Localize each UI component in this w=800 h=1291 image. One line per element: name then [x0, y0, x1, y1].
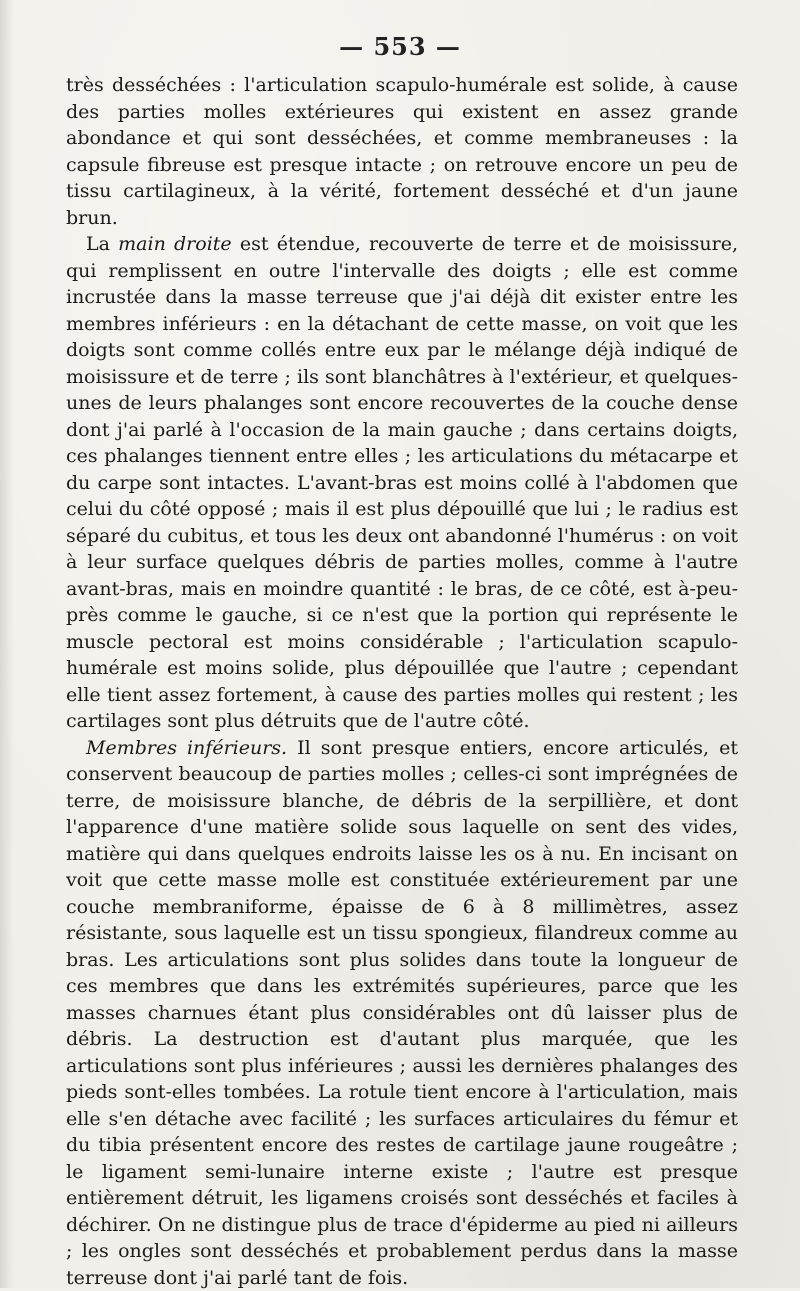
page-text-body	[66, 72, 738, 1291]
paragraph-continuation	[66, 72, 738, 231]
paragraph-3-text: Il sont presque entiers, encore articulés, et conservent beaucoup de parties molles ; celles-ci sont imprégnées de terre, de moisissure blanche, de débris de la serpillière, et dont l'apparence d'une matière solide sous laquelle on sent des vides, matière qui dans quelques endroits laisse les os à nu. En incisant on voit que cette masse molle est constituée extérieurement par une couche membraniforme, épaisse de 6 à 8 millimètres, assez résistante, sous laquelle est un tissu spongieux, filandreux comme au bras. Les articulations sont plus solides dans toute la longueur de ces membres que dans les extrémités supérieures, parce que les masses charnues étant plus considérables ont dû laisser plus de débris. La destruction est d'autant plus marquée, que les articulations sont plus inférieures ; aussi les dernières phalanges des pieds sont-elles tombées. La rotule tient encore à l'articulation, mais elle s'en détache avec facilité ; les surfaces articulaires du fémur et du tibia présentent encore des restes de cartilage jaune rougeâtre ; le ligament semi-lunaire interne existe ; l'autre est presque entièrement détruit, les ligamens croisés sont desséchés et faciles à déchirer. On ne distingue plus de trace d'épiderme au pied ni ailleurs ; les ongles sont desséchés et probablement perdus dans la masse terreuse dont j'ai parlé tant de fois.	[66, 737, 738, 1289]
page-number: — 553 —	[0, 32, 800, 61]
paragraph-2-text: est étendue, recouverte de terre et de moisissure, qui remplissent en outre l'intervalle des doigts ; elle est comme incrustée dans la masse terreuse que j'ai déjà dit exister entre les membres inférieurs : en la détachant de cette masse, on voit que les doigts sont comme collés entre eux par le mélange déjà indiqué de moisissure et de terre ; ils sont blanchâtres à l'extérieur, et quelques-unes de leurs phalanges sont encore recouvertes de la couche dense dont j'ai parlé à l'occasion de la main gauche ; dans certains doigts, ces phalanges tiennent entre elles ; les articulations du métacarpe et du carpe sont intactes. L'avant-bras est moins collé à l'abdomen que celui du côté opposé ; mais il est plus dépouillé que lui ; le radius est séparé du cubitus, et tous les deux ont abandonné l'humérus : on voit à leur surface quelques débris de parties molles, comme à l'autre avant-bras, mais en moindre quantité : le bras, de ce côté, est à-peu-près comme le gauche, si ce n'est que la portion qui représente le muscle pectoral est moins considérable ; l'articulation scapulo-humérale est moins solide, plus dépouillée que l'autre ; cependant elle tient assez fortement, à cause des parties molles qui restent ; les cartilages sont plus détruits que de l'autre côté.	[66, 233, 738, 732]
paragraph-main-droite	[66, 231, 738, 735]
paragraph-membres-inferieurs	[66, 735, 738, 1291]
paragraph-2-lead: La	[86, 233, 118, 255]
paragraph-3-italic-heading: Membres inférieurs.	[86, 737, 287, 759]
paragraph-2-italic-heading: main droite	[118, 233, 232, 255]
page-edge-shadow	[0, 0, 14, 1288]
paragraph-1-text: très desséchées : l'articulation scapulo-humérale est solide, à cause des parties molles extérieures qui existent en assez grande abondance et qui sont desséchées, et comme membraneuses : la capsule fibreuse est presque intacte ; on retrouve encore un peu de tissu cartilagineux, à la vérité, fortement desséché et d'un jaune brun.	[66, 74, 738, 229]
